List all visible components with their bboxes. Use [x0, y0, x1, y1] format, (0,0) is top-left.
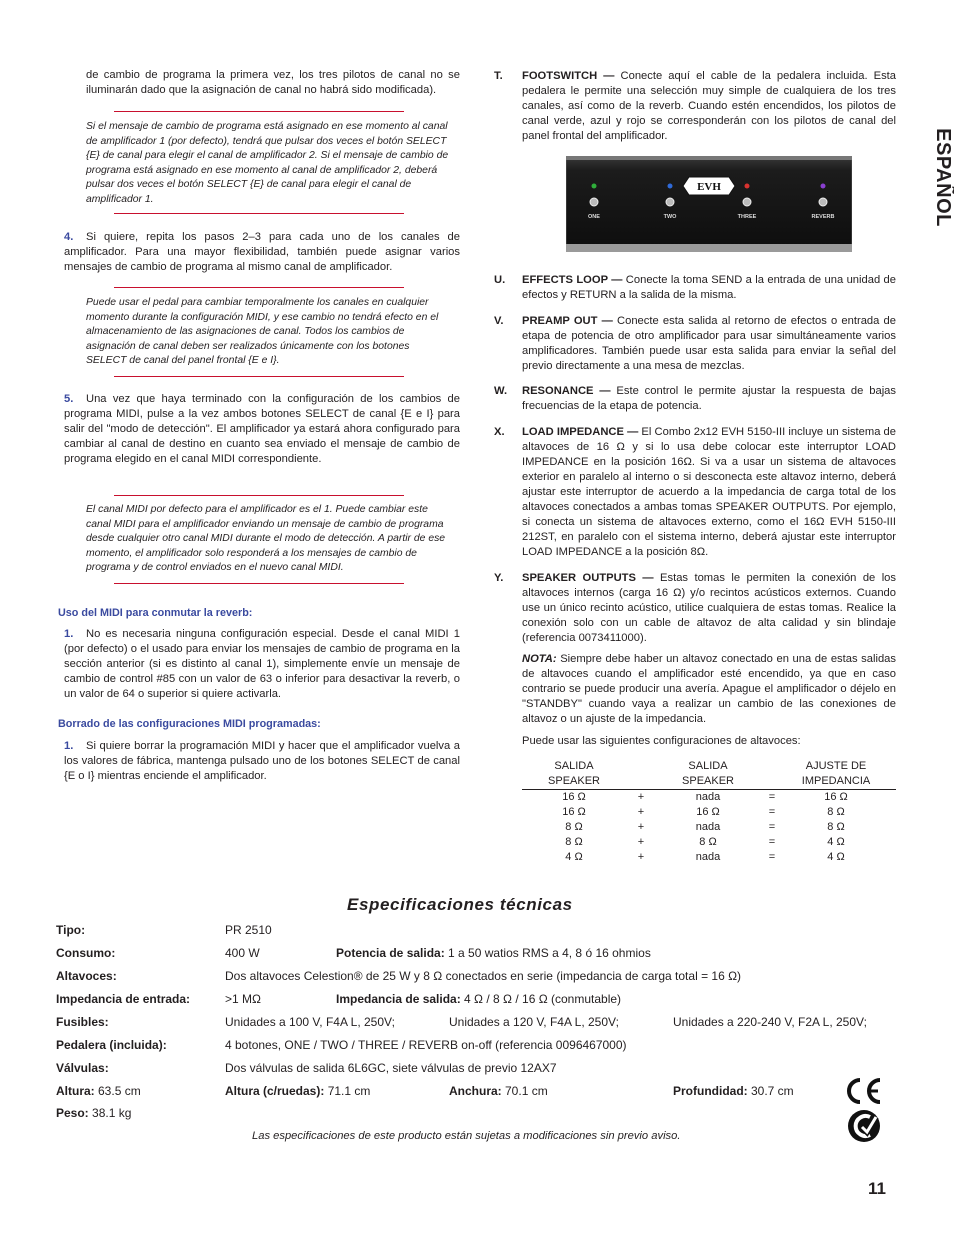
c-tick-mark-icon — [846, 1108, 882, 1144]
item-letter: X. — [494, 426, 505, 438]
spec-label: Impedancia de entrada: — [56, 992, 191, 1006]
footswitch-button-label: TWO — [663, 214, 677, 220]
spec-altura-ruedas: Altura (c/ruedas): 71.1 cm — [225, 1084, 371, 1098]
footswitch-graphic — [566, 156, 852, 252]
footswitch-illustration — [566, 156, 852, 252]
speaker-table-cell: nada — [695, 791, 721, 803]
header-col-1: SALIDA SPEAKER — [548, 760, 600, 787]
speaker-table-cell: + — [637, 821, 645, 833]
footswitch-button-label: THREE — [737, 214, 757, 220]
intro-paragraph: de cambio de programa la primera vez, los tres pilotos de canal no se iluminarán dado que la asignación de canal no habrá sido modificada). — [86, 69, 460, 96]
speaker-table-row — [522, 805, 896, 820]
footswitch-button-label: ONE — [588, 214, 600, 220]
speaker-table-cell: 8 Ω — [699, 836, 717, 848]
spec-value: 400 W — [225, 946, 260, 960]
spec-label: Pedalera (incluida): — [56, 1038, 167, 1052]
speaker-table-row — [522, 790, 896, 805]
footswitch-led — [668, 184, 673, 189]
speaker-table-cell: + — [637, 791, 645, 803]
footswitch-button — [666, 198, 674, 206]
speaker-table-cell: nada — [695, 821, 721, 833]
spec-label: Consumo: — [56, 946, 116, 960]
speaker-table-cell: 8 Ω — [565, 836, 583, 848]
speaker-table-cell: + — [637, 851, 645, 863]
page-number: 11 — [868, 1179, 886, 1198]
speaker-table-row — [522, 850, 896, 865]
speaker-table-cell: = — [768, 821, 776, 833]
note-divider — [114, 376, 404, 377]
spec-label: Válvulas: — [56, 1061, 109, 1075]
item-resonance: RESONANCE — Este control le permite ajustar la respuesta de bajas frecuencias de la etapa de potencia. — [522, 385, 896, 412]
spec-peso: Peso: 38.1 kg — [56, 1106, 132, 1120]
spec-imp-salida: Impedancia de salida: 4 Ω / 8 Ω / 16 Ω (conmutable) — [336, 992, 622, 1006]
speaker-table-cell: 16 Ω — [696, 806, 720, 818]
spec-label: Fusibles: — [56, 1015, 109, 1029]
step-4: 4. Si quiere, repita los pasos 2–3 para cada uno de los canales de amplificador. Para una mayor flexibilidad, también puede asignar varios mensajes de cambio de programa al mismo canal de amplificador. — [64, 231, 460, 273]
spec-potencia: Potencia de salida: 1 a 50 watios RMS a 4, 8 ó 16 ohmios — [336, 946, 651, 960]
step-5: 5. Una vez que haya terminado con la configuración de los cambios de programa MIDI, pulse a la vez ambos botones SELECT de canal {E e I} para salir del "modo de detección". El amplificador ya estará ahora configurado para cambiar al canal de destino en cuanto sea enviado el mensaje de cambio de programa elegido en el canal MIDI correspondiente. — [64, 393, 460, 465]
footswitch-led — [821, 184, 826, 189]
item-letter: Y. — [494, 572, 504, 584]
spec-value: Dos válvulas de salida 6L6GC, siete válvulas de previo 12AX7 — [225, 1061, 557, 1075]
speaker-table — [522, 759, 896, 865]
spec-altura: Altura: 63.5 cm — [56, 1084, 141, 1098]
spec-anchura: Anchura: 70.1 cm — [449, 1084, 548, 1098]
speaker-table-cell: nada — [695, 851, 721, 863]
speaker-table-cell: 16 Ω — [562, 791, 586, 803]
disclaimer: Las especificaciones de este producto están sujetas a modificaciones sin previo aviso. — [252, 1130, 681, 1142]
reverb-heading: Uso del MIDI para conmutar la reverb: — [58, 607, 253, 619]
speaker-table-cell: 8 Ω — [827, 821, 845, 833]
item-letter: W. — [494, 385, 508, 397]
speaker-table-cell: 4 Ω — [565, 851, 583, 863]
speaker-table-row — [522, 835, 896, 850]
speaker-table-cell: 4 Ω — [827, 851, 845, 863]
note-divider — [114, 583, 404, 584]
note-divider — [114, 213, 404, 214]
spec-value: Unidades a 100 V, F4A L, 250V; — [225, 1015, 395, 1029]
erase-heading: Borrado de las configuraciones MIDI programadas: — [58, 718, 321, 730]
item-speaker-outputs: SPEAKER OUTPUTS — Estas tomas le permiten la conexión de los altavoces internos (carga 16 Ω) y/o recintos acústicos externos. Cuando use un único recinto acústico, utilice cualquiera de estas tomas. Realice la conexión solo con un cable de altavoz de alta calidad y sin blindaje (referencia 0073411000). — [522, 572, 897, 644]
item-load-impedance: LOAD IMPEDANCE — El Combo 2x12 EVH 5150-III incluye un sistema de altavoces de 16 Ω y si lo usa debe colocar este interruptor LOAD IMPEDANCE en la posición 16Ω. Si va a usar un sistema de altavoces exterior en paralelo al interno o si desconecta este altavoz interno, deberá ajustar este interruptor de acuerdo a la impedancia de carga total de los altavoces conectados a ambas tomas SPEAKER OUTPUTS. Por ejemplo, si conecta un sistema de altavoces externo, como el 16Ω EVH 5150-III 212ST, en paralelo con el sistema interno, deberá ajustar este interruptor LOAD IMPEDANCE a la posición 8Ω. — [522, 426, 896, 558]
speaker-table-cell: 16 Ω — [824, 791, 848, 803]
language-side-tab: ESPAÑOL — [931, 128, 954, 227]
erase-step: 1. Si quiere borrar la programación MIDI y hacer que el amplificador vuelva a los valores de fábrica, mantenga pulsado uno de los botones SELECT de canal {E o I} mientras enciende el amplificador. — [64, 740, 460, 782]
spec-profundidad: Profundidad: 30.7 cm — [673, 1084, 794, 1098]
footswitch-button — [743, 198, 751, 206]
note-1: Si el mensaje de cambio de programa está asignado en ese momento al canal de amplificador 1 (por defecto), tendrá que pulsar dos veces el botón SELECT {E} de canal para elegir el canal de amplificador 2. Si el mensaje de cambio de programa está asignado en ese momento al canal de amplificador 2, deberá pulsar dos veces el botón SELECT {E} de canal para elegir el canal de amplificador 1. — [86, 121, 449, 205]
specs-heading: Especificaciones técnicas — [347, 895, 573, 914]
spec-value: Unidades a 220-240 V, F2A L, 250V; — [673, 1015, 867, 1029]
footswitch-button — [590, 198, 598, 206]
note-2: Puede usar el pedal para cambiar temporalmente los canales en cualquier momento durante la configuración MIDI, y ese cambio no tendrá efecto en el almacenamiento de las asignaciones de canal. Todos los cambios de asignación de canal deben ser realizados únicamente con los botones SELECT de canal del panel frontal {E e I}. — [86, 297, 439, 367]
ce-mark-icon — [842, 1076, 884, 1106]
item-footswitch: FOOTSWITCH — Conecte aquí el cable de la pedalera incluida. Esta pedalera le permite una selección muy simple de cualquiera de los tres canales, así como de la reverb. Cuando estén encendidos, los pilotos de canal verde, azul y rojo se corresponderán con los pilotos de canal del panel frontal del amplificador. — [522, 70, 896, 142]
speaker-table-cell: = — [768, 836, 776, 848]
spec-label: Altavoces: — [56, 969, 117, 983]
evh-logo — [683, 177, 735, 195]
note-divider — [114, 495, 404, 496]
speaker-table-cell: = — [768, 851, 776, 863]
footswitch-led — [745, 184, 750, 189]
speaker-table-cell: = — [768, 791, 776, 803]
note-divider — [114, 287, 404, 288]
speaker-table-header — [522, 759, 896, 790]
item-letter: T. — [494, 70, 503, 82]
item-letter: V. — [494, 315, 504, 327]
reverb-step: 1. No es necesaria ninguna configuración especial. Desde el canal MIDI 1 (por defecto) o el usado para enviar los mensajes de cambio de programa en la sección anterior (si es distinto al canal 1), simplemente envíe un mensaje de cambio de control #85 con un valor de 63 o inferior para desactivar la reverb, o un valor de 64 o superior si quiere activarla. — [64, 628, 460, 700]
speaker-table-cell: = — [768, 806, 776, 818]
speaker-table-row — [522, 820, 896, 835]
speaker-table-cell: 4 Ω — [827, 836, 845, 848]
footswitch-button-label: REVERB — [811, 214, 835, 220]
footswitch-button — [819, 198, 827, 206]
nota-paragraph: NOTA: Siempre debe haber un altavoz conectado en una de estas salidas de altavoces cuando el amplificador esté encendido, ya que en caso contrario se puede producir una avería. Apague el amplificador o déjelo en "STANDBY" cuando vaya a realizar un cambio de las conexiones de altavoz o un ajuste de la impedancia. — [522, 653, 896, 725]
spec-value: PR 2510 — [225, 923, 272, 937]
spec-value: >1 MΩ — [225, 992, 261, 1006]
spec-value: Unidades a 120 V, F4A L, 250V; — [449, 1015, 619, 1029]
note-divider — [114, 111, 404, 112]
speaker-table-cell: 8 Ω — [565, 821, 583, 833]
item-preamp-out: PREAMP OUT — Conecte esta salida al retorno de efectos o entrada de etapa de potencia de otro amplificador para usar simultáneamente varios amplificadores. También puede usar esta salida para enviar la señal del previo directamente a una mesa de mezclas. — [522, 315, 897, 372]
header-col-2: SALIDA SPEAKER — [682, 760, 734, 787]
header-col-3: AJUSTE DE IMPEDANCIA — [801, 760, 871, 787]
note-3: El canal MIDI por defecto para el amplificador es el 1. Puede cambiar este canal MIDI para el amplificador enviando un mensaje de cambio de programa desde cualquier otro canal MIDI durante el modo de detección. A partir de ese momento, el amplificador solo responderá a los mensajes de cambio de programa y de control enviados en el nuevo canal MIDI. — [86, 504, 446, 574]
speaker-table-cell: 16 Ω — [562, 806, 586, 818]
spec-value: 4 botones, ONE / TWO / THREE / REVERB on-off (referencia 0096467000) — [225, 1038, 627, 1052]
item-letter: U. — [494, 274, 506, 286]
speaker-table-body — [522, 790, 896, 865]
footswitch-led — [592, 184, 597, 189]
spec-label: Tipo: — [56, 923, 86, 937]
configs-intro: Puede usar las siguientes configuraciones de altavoces: — [522, 735, 801, 747]
speaker-table-cell: + — [637, 806, 645, 818]
speaker-table-cell: + — [637, 836, 645, 848]
spec-value: Dos altavoces Celestion® de 25 W y 8 Ω conectados en serie (impedancia de carga total = 16 Ω) — [225, 969, 742, 983]
svg-text:EVH: EVH — [697, 181, 721, 193]
item-effects-loop: EFFECTS LOOP — Conecte la toma SEND a la entrada de una unidad de efectos y RETURN a la salida de la misma. — [522, 274, 896, 301]
speaker-table-cell: 8 Ω — [827, 806, 845, 818]
